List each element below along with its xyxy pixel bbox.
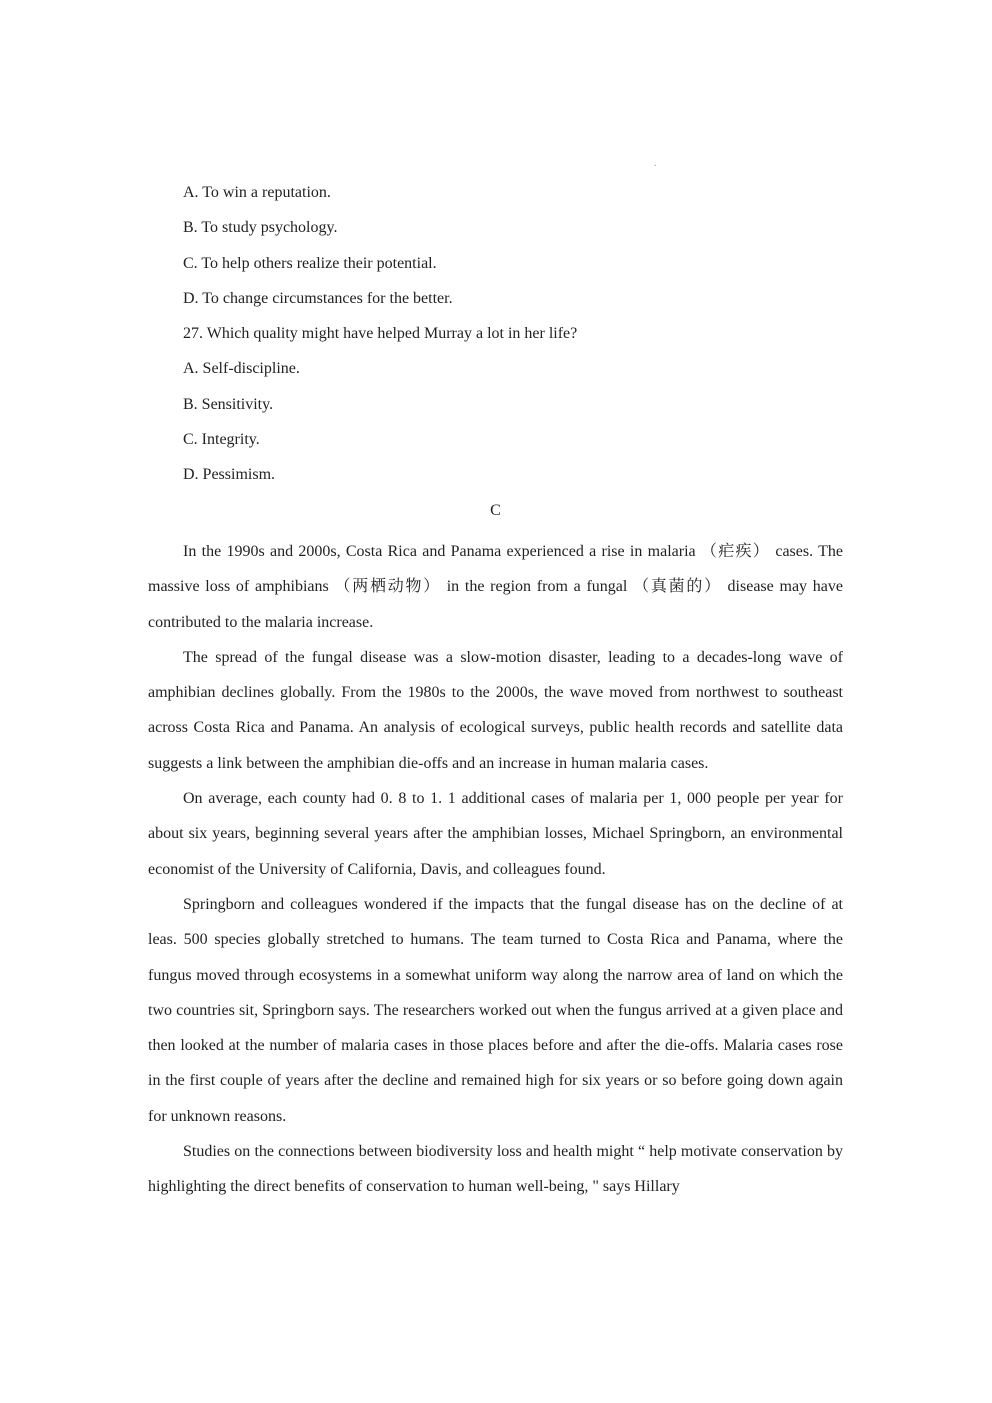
q26-option-d: D. To change circumstances for the better. bbox=[183, 289, 453, 307]
q27-option-c: C. Integrity. bbox=[183, 431, 260, 449]
page-mark: . bbox=[654, 158, 657, 169]
q27-option-a: A. Self-discipline. bbox=[183, 360, 300, 378]
q26-option-b: B. To study psychology. bbox=[183, 219, 338, 237]
q27-question: 27. Which quality might have helped Murray a lot in her life? bbox=[183, 325, 578, 343]
passage-paragraph-4: Springborn and colleagues wondered if the impacts that the fungal disease has on the decline of at leas. 500 species globally stretched to humans. The team turned to Costa Rica and Panama, where the fungus moved through ecosystems in a somewhat uniform way along the narrow area of land on which the two countries sit, Springborn says. The researchers worked out when the fungus arrived at a given place and then looked at the number of malaria cases in those places before and after the die-offs. Malaria cases rose in the first couple of years after the decline and remained high for six years or so before going down again for unknown reasons. bbox=[148, 895, 843, 1125]
reading-passage bbox=[148, 534, 843, 1205]
q26-option-a: A. To win a reputation. bbox=[183, 184, 331, 201]
passage-paragraph-5: Studies on the connections between biodiversity loss and health might “ help motivate conservation by highlighting the direct benefits of conservation to human well-being, " says Hillary bbox=[148, 1143, 843, 1196]
q27-option-b: B. Sensitivity. bbox=[183, 395, 274, 413]
section-heading: C bbox=[490, 502, 501, 519]
q27-option-d: D. Pessimism. bbox=[183, 466, 276, 484]
question-options-block bbox=[183, 181, 843, 499]
passage-paragraph-2: The spread of the fungal disease was a slow-motion disaster, leading to a decades-long wave of amphibian declines globally. From the 1980s to the 2000s, the wave moved from northwest to southeast across Costa Rica and Panama. An analysis of ecological surveys, public health records and satellite data suggests a link between the amphibian die-offs and an increase in human malaria cases. bbox=[148, 648, 843, 772]
passage-paragraph-3: On average, each county had 0. 8 to 1. 1 additional cases of malaria per 1, 000 people per year for about six years, beginning several years after the amphibian losses, Michael Springborn, an environmental economist of the University of California, Davis, and colleagues found. bbox=[148, 790, 843, 878]
q26-option-c: C. To help others realize their potential. bbox=[183, 254, 437, 272]
passage-paragraph-1: In the 1990s and 2000s, Costa Rica and Panama experienced a rise in malaria （疟疾） cases. The massive loss of amphibians （两栖动物） in the region from a fungal （真菌的） disease may have contributed to the malaria increase. bbox=[148, 543, 843, 631]
